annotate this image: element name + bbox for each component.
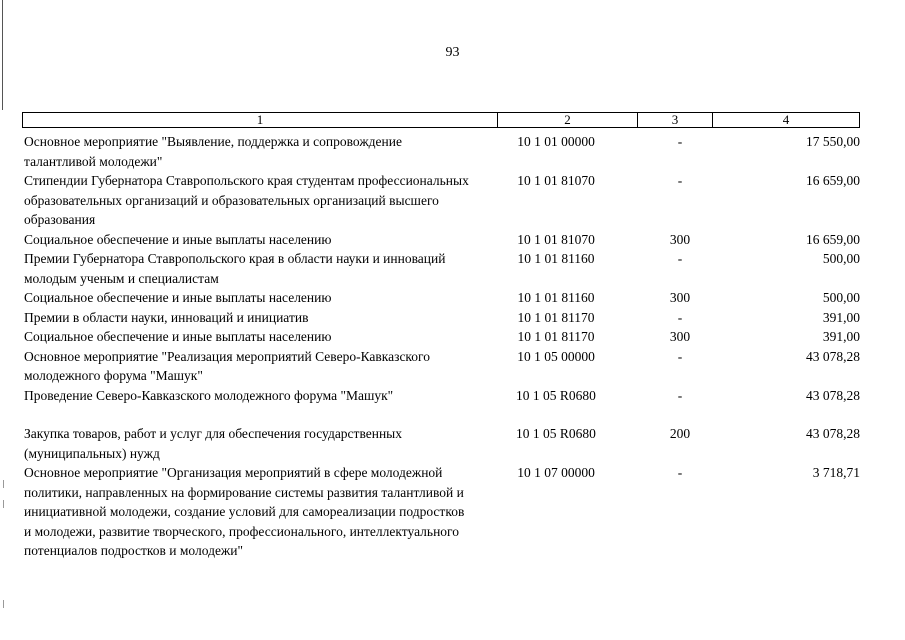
row-amount: 500,00: [822, 251, 860, 266]
row-amount: 391,00: [822, 309, 860, 325]
table-row: [24, 386, 860, 406]
table-header: [22, 112, 860, 128]
row-type: -: [677, 173, 683, 188]
row-name: Закупка товаров, работ и услуг для обеспечения государственных (муниципальных) нужд: [24, 426, 403, 461]
table-row: [24, 347, 860, 386]
left-margin-mark: [3, 480, 4, 488]
table-body: [24, 132, 860, 561]
table-row: [24, 249, 860, 288]
row-code: 10 1 01 81070: [517, 173, 595, 188]
row-code: 10 1 07 00000: [517, 465, 595, 480]
header-col-3: 3: [638, 113, 713, 127]
row-type: -: [677, 387, 683, 403]
row-name: Проведение Северо-Кавказского молодежного форума "Машук": [24, 387, 394, 403]
table-row: [24, 288, 860, 308]
row-type: -: [677, 465, 683, 480]
table-row: [24, 230, 860, 250]
row-code: 10 1 01 81170: [517, 329, 595, 344]
row-amount: 16 659,00: [806, 173, 860, 188]
row-amount: 391,00: [822, 329, 860, 344]
row-code: 10 1 01 81070: [517, 231, 595, 247]
table-row: [24, 132, 860, 171]
table-row: [24, 171, 860, 230]
row-code: 10 1 01 81160: [517, 290, 595, 305]
header-col-2: 2: [498, 113, 638, 127]
row-amount: 3 718,71: [812, 465, 860, 480]
row-type: -: [677, 309, 683, 325]
row-code: 10 1 05 R0680: [516, 387, 596, 403]
table-row: [24, 308, 860, 328]
row-type: 200: [669, 426, 691, 441]
row-code: 10 1 05 R0680: [516, 426, 596, 441]
header-col-1: 1: [23, 113, 498, 127]
row-name: Социальное обеспечение и иные выплаты населению: [24, 329, 332, 344]
row-code: 10 1 01 81170: [517, 309, 595, 325]
row-name: Социальное обеспечение и иные выплаты населению: [24, 290, 332, 305]
row-type: -: [677, 134, 683, 149]
row-name: Премии в области науки, инноваций и инициатив: [24, 309, 309, 325]
row-name: Премии Губернатора Ставропольского края в области науки и инноваций молодым ученым и специалистам: [24, 251, 446, 286]
row-code: 10 1 01 00000: [517, 134, 595, 149]
row-code: 10 1 05 00000: [517, 348, 595, 364]
header-col-4: 4: [782, 112, 790, 127]
row-type: 300: [669, 231, 691, 247]
table-row: [24, 463, 860, 561]
row-name: Социальное обеспечение и иные выплаты населению: [24, 231, 332, 247]
row-type: 300: [669, 329, 691, 344]
row-amount: 500,00: [822, 290, 860, 305]
row-name: Стипендии Губернатора Ставропольского края студентам профессиональных образовательных организаций и образовательных организаций высшего образования: [24, 173, 469, 227]
table-row: [24, 327, 860, 347]
table-row: [24, 424, 860, 463]
left-margin-mark: [3, 500, 4, 508]
row-type: -: [677, 251, 683, 266]
left-margin-mark: [3, 600, 4, 608]
row-name: Основное мероприятие "Организация мероприятий в сфере молодежной политики, направленных на формирование системы развития талантливой и инициативной молодежи, создание условий для самореализации подростков и молодежи, развитие творческого, профессионального, интеллектуального потенциалов подростков и молодежи": [24, 465, 465, 558]
row-name: Основное мероприятие "Выявление, поддержка и сопровождение талантливой молодежи": [24, 134, 402, 169]
row-amount: 43 078,28: [806, 426, 860, 441]
page-number: 93: [445, 45, 460, 60]
row-name: Основное мероприятие "Реализация мероприятий Северо-Кавказского молодежного форума "Машук": [24, 348, 431, 383]
row-type: 300: [669, 290, 691, 305]
row-amount: 16 659,00: [806, 231, 860, 247]
row-amount: 17 550,00: [806, 134, 860, 149]
row-code: 10 1 01 81160: [517, 251, 595, 266]
row-amount: 43 078,28: [806, 387, 860, 403]
row-amount: 43 078,28: [806, 348, 860, 364]
row-type: -: [677, 348, 683, 364]
